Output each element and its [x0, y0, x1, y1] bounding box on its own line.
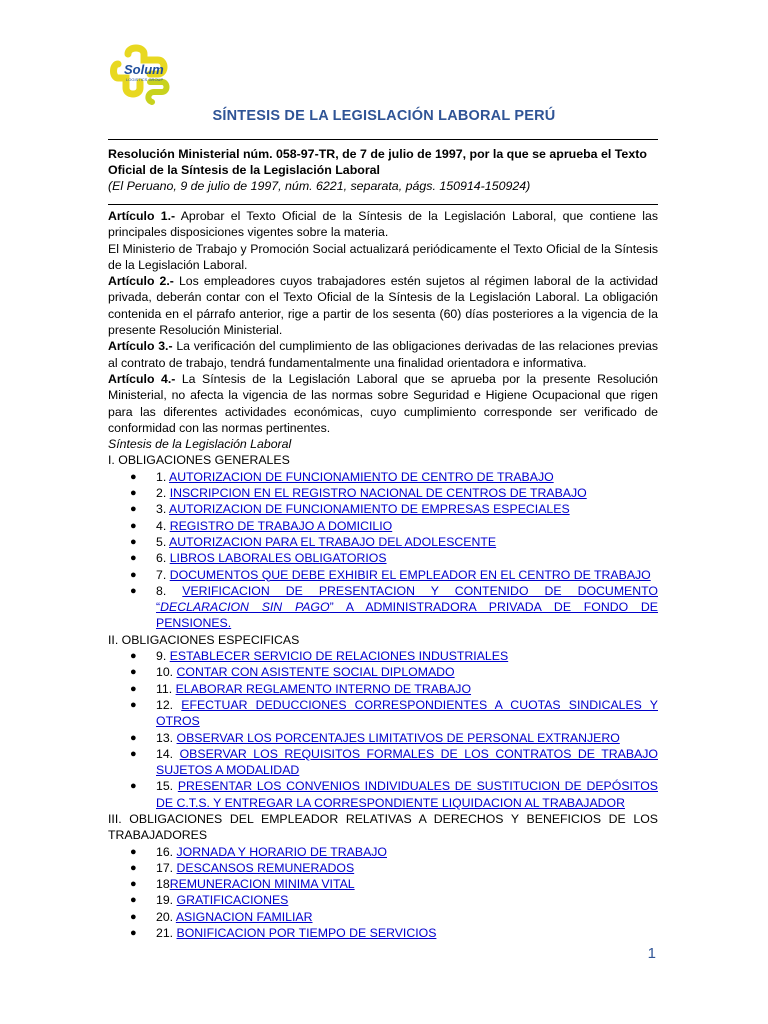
list-item: ● 17. DESCANSOS REMUNERADOS [130, 860, 355, 875]
article-paragraph: Artículo 1.- Aprobar el Texto Oficial de la Síntesis de la Legislación Laboral, que contiene las principales disposiciones vigentes sobre la materia. [108, 209, 658, 240]
obligation-link[interactable]: AUTORIZACION PARA EL TRABAJO DEL ADOLESCENTE [169, 534, 497, 549]
logo-text: Solum [124, 62, 164, 77]
obligation-link[interactable]: EFECTUAR DEDUCCIONES CORRESPONDIENTES A CUOTAS SINDICALES Y OTROS [156, 697, 658, 729]
synthesis-title: Síntesis de la Legislación Laboral [108, 437, 292, 452]
obligation-link[interactable]: VERIFICACION DE PRESENTACION Y CONTENIDO DE DOCUMENTO “DECLARACION SIN PAGO” A ADMINISTRADORA PRIVADA DE FONDO DE PENSIONES. [156, 583, 659, 631]
list-item: ● 18REMUNERACION MINIMA VITAL [130, 877, 355, 892]
section-heading: I. OBLIGACIONES GENERALES [108, 453, 290, 468]
obligation-link[interactable]: ELABORAR REGLAMENTO INTERNO DE TRABAJO [175, 681, 472, 696]
obligation-link[interactable]: AUTORIZACION DE FUNCIONAMIENTO DE CENTRO DE TRABAJO [169, 469, 554, 484]
obligation-link[interactable]: REMUNERACION MINIMA VITAL [169, 877, 355, 892]
list-item: ● 6. LIBROS LABORALES OBLIGATORIOS [130, 551, 387, 566]
list-item: ● 2. INSCRIPCION EN EL REGISTRO NACIONAL DE CENTROS DE TRABAJO [130, 486, 587, 501]
article-paragraph: Artículo 3.- La verificación del cumplimiento de las obligaciones derivadas de las relaciones previas al contrato de trabajo, tendrá fundamentalmente una finalidad orientadora e informativa. [108, 339, 658, 370]
obligation-link[interactable]: OBSERVAR LOS REQUISITOS FORMALES DE LOS CONTRATOS DE TRABAJO SUJETOS A MODALIDAD [156, 746, 658, 778]
document-body [108, 208, 658, 941]
obligation-link[interactable]: ASIGNACION FAMILIAR [175, 909, 313, 924]
list-item: ● 11. ELABORAR REGLAMENTO INTERNO DE TRABAJO [130, 681, 472, 696]
list-item: ● 5. AUTORIZACION PARA EL TRABAJO DEL ADOLESCENTE [130, 534, 497, 549]
list-item: ● 10. CONTAR CON ASISTENTE SOCIAL DIPLOMADO [130, 665, 455, 680]
obligation-link[interactable]: REGISTRO DE TRABAJO A DOMICILIO [169, 518, 393, 533]
article-paragraph: Artículo 2.- Los empleadores cuyos trabajadores estén sujetos al régimen laboral de la actividad privada, deberán contar con el Texto Oficial de la Síntesis de la Legislación Laboral. La obligación contenida en el párrafo anterior, rige a partir de los sesenta (60) días posteriores a la vigencia de la presente Resolución Ministerial. [108, 274, 658, 338]
list-item: ● 20. ASIGNACION FAMILIAR [130, 909, 313, 924]
list-item: ● 9. ESTABLECER SERVICIO DE RELACIONES INDUSTRIALES [130, 649, 509, 664]
article-paragraph: Artículo 4.- La Síntesis de la Legislación Laboral que se aprueba por la presente Resolución Ministerial, no afecta la vigencia de las normas sobre Seguridad e Higiene Ocupacional que rigen para las diferentes actividades económicas, cuyo cumplimiento corresponde ser verificado de conformidad con las normas pertinentes. [108, 371, 658, 435]
obligation-link[interactable]: JORNADA Y HORARIO DE TRABAJO [176, 844, 387, 859]
page-number: 1 [647, 945, 656, 962]
list-item: ● 3. AUTORIZACION DE FUNCIONAMIENTO DE EMPRESAS ESPECIALES [130, 502, 570, 517]
company-logo [110, 44, 182, 108]
resolution-heading: Resolución Ministerial núm. 058-97-TR, de 7 de julio de 1997, por la que se aprueba el Texto Oficial de la Síntesis de la Legislación Laboral [108, 147, 647, 177]
list-item: ● 21. BONIFICACION POR TIEMPO DE SERVICIOS [130, 926, 437, 941]
obligation-link[interactable]: AUTORIZACION DE FUNCIONAMIENTO DE EMPRESAS ESPECIALES [169, 502, 570, 517]
section-list [108, 469, 658, 632]
section-list [108, 844, 658, 942]
obligation-link[interactable]: ESTABLECER SERVICIO DE RELACIONES INDUSTRIALES [169, 649, 509, 664]
obligation-link[interactable]: CONTAR CON ASISTENTE SOCIAL DIPLOMADO [176, 665, 455, 680]
resolution-header [108, 146, 658, 194]
obligation-link[interactable]: GRATIFICACIONES [176, 893, 289, 908]
obligation-link[interactable]: OBSERVAR LOS PORCENTAJES LIMITATIVOS DE PERSONAL EXTRANJERO [176, 730, 620, 745]
logo-subtext: LOGISTICS GROUP [126, 77, 164, 82]
section-list [108, 648, 658, 811]
obligation-link[interactable]: DOCUMENTOS QUE DEBE EXHIBIR EL EMPLEADOR EN EL CENTRO DE TRABAJO [169, 567, 651, 582]
list-item: ● 4. REGISTRO DE TRABAJO A DOMICILIO [130, 518, 393, 533]
top-divider [108, 139, 658, 140]
section-heading: III. OBLIGACIONES DEL EMPLEADOR RELATIVAS A DERECHOS Y BENEFICIOS DE LOS TRABAJADORES [108, 811, 658, 843]
list-item: ● 1. AUTORIZACION DE FUNCIONAMIENTO DE CENTRO DE TRABAJO [130, 469, 554, 484]
list-item: ● 13. OBSERVAR LOS PORCENTAJES LIMITATIVOS DE PERSONAL EXTRANJERO [130, 730, 620, 745]
resolution-source: (El Peruano, 9 de julio de 1997, núm. 6221, separata, págs. 150914-150924) [108, 179, 531, 193]
list-item: ● 15. PRESENTAR LOS CONVENIOS INDIVIDUALES DE SUSTITUCION DE DEPÓSITOS DE C.T.S. Y ENTREGAR LA CORRESPONDIENTE LIQUIDACION AL TRABAJADOR [130, 779, 658, 810]
section-heading: II. OBLIGACIONES ESPECIFICAS [108, 632, 300, 647]
list-item: ● 8. VERIFICACION DE PRESENTACION Y CONTENIDO DE DOCUMENTO “DECLARACION SIN PAGO” A ADMINISTRADORA PRIVADA DE FONDO DE PENSIONES. [130, 583, 659, 631]
header-divider [108, 204, 658, 205]
obligation-link[interactable]: LIBROS LABORALES OBLIGATORIOS [169, 551, 387, 566]
obligation-link[interactable]: INSCRIPCION EN EL REGISTRO NACIONAL DE CENTROS DE TRABAJO [169, 486, 587, 501]
list-item: ● 14. OBSERVAR LOS REQUISITOS FORMALES DE LOS CONTRATOS DE TRABAJO SUJETOS A MODALIDAD [130, 746, 658, 778]
page-title: SÍNTESIS DE LA LEGISLACIÓN LABORAL PERÚ [212, 108, 556, 124]
list-item: ● 16. JORNADA Y HORARIO DE TRABAJO [130, 844, 387, 859]
list-item: ● 12. EFECTUAR DEDUCCIONES CORRESPONDIENTES A CUOTAS SINDICALES Y OTROS [130, 697, 658, 729]
list-item: ● 19. GRATIFICACIONES [130, 893, 289, 908]
obligation-link[interactable]: PRESENTAR LOS CONVENIOS INDIVIDUALES DE SUSTITUCION DE DEPÓSITOS DE C.T.S. Y ENTREGAR LA CORRESPONDIENTE LIQUIDACION AL TRABAJADOR [156, 779, 658, 810]
article-paragraph: El Ministerio de Trabajo y Promoción Social actualizará periódicamente el Texto Oficial de la Síntesis de la Legislación Laboral. [108, 241, 658, 272]
list-item: ● 7. DOCUMENTOS QUE DEBE EXHIBIR EL EMPLEADOR EN EL CENTRO DE TRABAJO [130, 567, 651, 582]
obligation-link[interactable]: DESCANSOS REMUNERADOS [176, 860, 355, 875]
obligation-link[interactable]: BONIFICACION POR TIEMPO DE SERVICIOS [176, 926, 437, 941]
